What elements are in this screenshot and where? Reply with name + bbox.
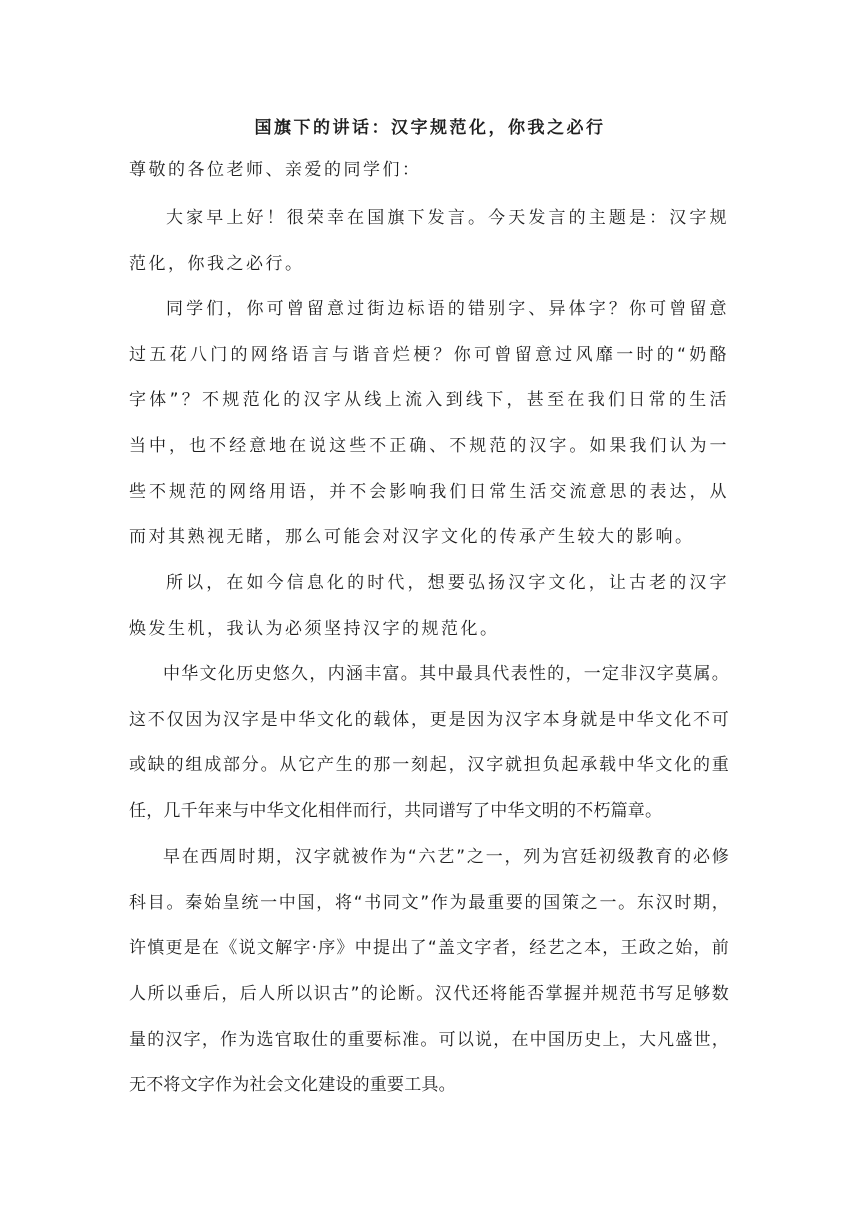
paragraph (129, 845, 729, 1119)
paragraph (129, 297, 729, 571)
paragraph-line: 而对其熟视无睹，那么可能会对汉字文化的传承产生较大的影响。 (129, 527, 695, 548)
paragraph-line: 大家早上好！很荣幸在国旗下发言。今天发言的主题是：汉字规 (166, 208, 729, 228)
paragraph-line: 无不将文字作为社会文化建设的重要工具。 (129, 1075, 456, 1096)
paragraph-line: 科目。秦始皇统一中国，将“书同文”作为最重要的国策之一。东汉时期， (129, 892, 729, 913)
paragraph-line: 范化，你我之必行。 (129, 253, 305, 274)
paragraph-line: 同学们，你可曾留意过街边标语的错别字、异体字？你可曾留意 (166, 299, 729, 319)
salutation: 尊敬的各位老师、亲爱的同学们： (129, 160, 422, 180)
paragraph-line: 量的汉字，作为选官取仕的重要标准。可以说，在中国历史上，大凡盛世， (129, 1029, 729, 1050)
paragraph-line: 中华文化历史悠久，内涵丰富。其中最具代表性的，一定非汉字莫属。 (163, 664, 729, 684)
paragraph-line: 这不仅因为汉字是中华文化的载体，更是因为汉字本身就是中华文化不可 (129, 709, 729, 730)
paragraph-line: 些不规范的网络用语，并不会影响我们日常生活交流意思的表达，从 (129, 481, 729, 502)
paragraph-line: 任，几千年来与中华文化相伴而行，共同谱写了中华文明的不朽篇章。 (129, 801, 663, 822)
paragraph-line: 过五花八门的网络语言与谐音烂梗？你可曾留意过风靡一时的“奶酪 (129, 344, 729, 365)
paragraph (129, 571, 729, 662)
paragraph (129, 662, 729, 845)
paragraph-line: 早在西周时期，汉字就被作为“六艺”之一，列为宫廷初级教育的必修 (163, 847, 729, 867)
speech-title: 国旗下的讲话：汉字规范化，你我之必行 (254, 118, 606, 138)
paragraph-line: 人所以垂后，后人所以识古”的论断。汉代还将能否掌握并规范书写足够数 (129, 984, 729, 1005)
paragraph-line: 许慎更是在《说文解字·序》中提出了“盖文字者，经艺之本，王政之始，前 (129, 938, 729, 959)
paragraph-line: 所以，在如今信息化的时代，想要弘扬汉字文化，让古老的汉字 (166, 573, 729, 593)
paragraph-line: 焕发生机，我认为必须坚持汉字的规范化。 (129, 618, 500, 639)
paragraph-line: 字体”？不规范化的汉字从线上流入到线下，甚至在我们日常的生活 (129, 390, 729, 411)
paragraph-line: 当中，也不经意地在说这些不正确、不规范的汉字。如果我们认为一 (129, 436, 729, 457)
paragraph (129, 206, 729, 297)
paragraph-line: 或缺的组成部分。从它产生的那一刻起，汉字就担负起承载中华文化的重 (129, 755, 729, 776)
